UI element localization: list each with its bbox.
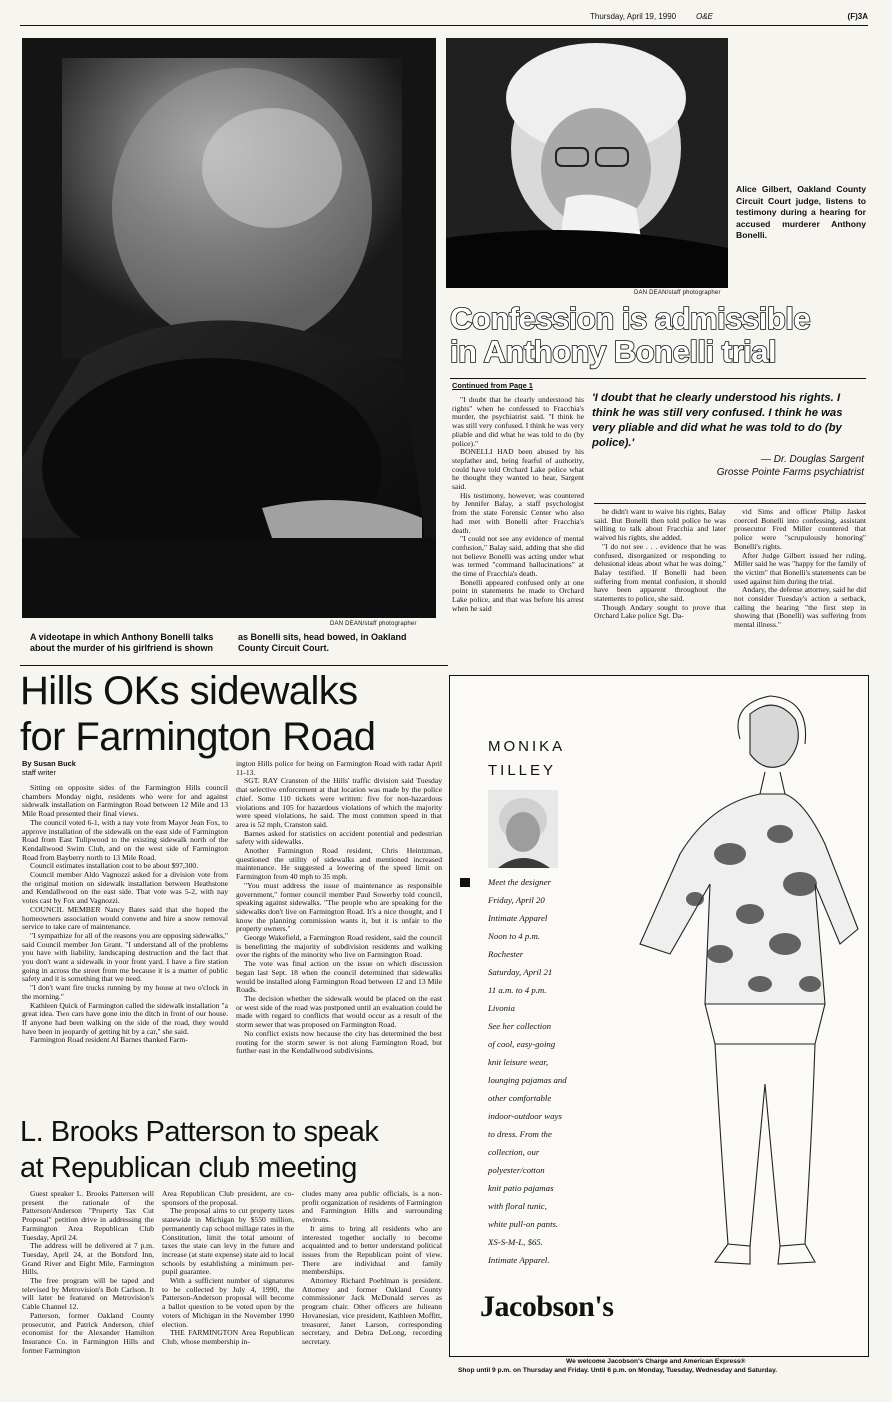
- sidewalks-p: Council estimates installation cost to be about $97,300.: [30, 861, 199, 871]
- patterson-p: Patterson, former Oakland County prosecutor, and Patrick Anderson, chief economist for the Alexander Hamilton Insurance Co. in Farmington Hills and former Farmington: [22, 1310, 154, 1355]
- bonelli-p: BONELLI HAD been abused by his stepfather and, being fearful of authority, could have told Orchard Lake police what he thought they wanted to hear, Sargent said.: [452, 447, 584, 492]
- sidewalks-p: Sitting on opposite sides of the Farmington Hills council chambers Monday night, residents who were for and against sidewalk installation on Farmington Road between 12 Mile and 13 Mile Road presented their final views.: [22, 783, 228, 819]
- patterson-headline-line1: L. Brooks Patterson to speak: [20, 1116, 379, 1148]
- fashion-illustration-image: [600, 684, 862, 1274]
- ad-line: to dress. From the: [488, 1129, 552, 1139]
- sidewalks-p: "I sympathize for all of the reasons you are opposing sidewalks," said Council member Jon Grant. "I understand all of the problems you have with liability, landscaping destruction and the fact that you don't want a sidewalk in your front yard. I have a fire station going in across the street from me because it is a matter of public safety and it is something that we need.: [22, 930, 228, 984]
- bonelli-p: Though Andary sought to prove that Orchard Lake police Sgt. Da-: [594, 602, 726, 621]
- ad-designer-first: MONIKA: [488, 738, 566, 755]
- sidewalks-p: Council member Aldo Vagnozzi asked for a division vote from the original motion on sidewalk installation between Heathstone and Kendallwood on the east side. That vote was 5-2, with nay votes cast by Fox and Vagnozzi.: [22, 870, 228, 906]
- videotape-caption-left: A videotape in which Anthony Bonelli talks about the murder of his girlfriend is shown: [30, 632, 214, 653]
- ad-line: Intimate Apparel.: [488, 1255, 550, 1265]
- ad-line: Friday, April 20: [488, 895, 545, 905]
- ad-line: Intimate Apparel: [488, 913, 548, 923]
- ad-line: knit patio pajamas: [488, 1183, 554, 1193]
- sidewalks-p: The council voted 6-1, with a nay vote from Mayor Jean Fox, to approve installation of the sidewalk on the east side of Farmington Road from East Tulipwood to the existing sidewalk north of the Kendallwood Swim Club, and on the west side of Farmington Road from Bayberry north to 13 Mile Road.: [22, 817, 228, 862]
- ad-footer-1: We welcome Jacobson's Charge and American Express®: [566, 1358, 746, 1365]
- patterson-headline-line2: at Republican club meeting: [20, 1152, 357, 1184]
- masthead-paper: O&E: [696, 12, 713, 21]
- sidewalks-col2: [236, 760, 442, 1056]
- sidewalks-p: Another Farmington Road resident, Chris Heintzman, questioned the utility of sidewalks and mentioned increased maintenance. He suggested a lowering of the speed limit on Farmington from 40 mph to 35 mph.: [236, 846, 442, 882]
- sidewalks-col1: [22, 784, 228, 1045]
- ad-line: XS-S-M-L, $65.: [488, 1237, 543, 1247]
- bonelli-col1: [452, 396, 584, 614]
- byline-role: staff writer: [22, 767, 56, 777]
- ad-line: collection, our: [488, 1147, 540, 1157]
- sidewalks-p: The vote was final action on the issue on which discussion began last Sept. 18 when the council determined that sidewalks would be installed along Farmington Road between 12 and 13 Mile Roads.: [236, 959, 442, 995]
- videotape-caption-right: as Bonelli sits, head bowed, in Oakland County Circuit Court.: [238, 632, 407, 653]
- sidewalks-p: George Wakefield, a Farmington Road resident, said the council is benefitting the majority of subdivision residents and walking over the rights of the minority who live on Farmington Road.: [236, 933, 442, 960]
- sidewalks-byline: [22, 760, 76, 777]
- ad-line: indoor-outdoor ways: [488, 1111, 562, 1121]
- bonelli-pull-quote: [592, 391, 864, 479]
- patterson-p: THE FARMINGTON Area Republican Club, whose membership in-: [162, 1328, 294, 1346]
- designer-portrait-image: [488, 790, 558, 868]
- masthead-date: Thursday, April 19, 1990: [590, 12, 677, 21]
- patterson-p: Guest speaker L. Brooks Patterson will present the rationale of the Patterson/Anderson "Property Tax Cut Proposal" petition drive in addressing the Farmington Area Republican Club Tuesday, April 24.: [22, 1189, 154, 1242]
- bonelli-p: he didn't want to waive his rights, Balay said. But Bonelli then told police he was willing to talk about Fracchia and later waived his rights, she added.: [594, 507, 726, 543]
- ad-line: Noon to 4 p.m.: [488, 931, 541, 941]
- bonelli-p: "I could not see any evidence of mental confusion," Balay said, adding that she did not believe Bonelli was acting under what was termed "command hallucinations" at the time of Fracchia's death.: [452, 534, 584, 579]
- jacobsons-logo: Jacobson's: [480, 1290, 614, 1323]
- sidewalks-headline-line1: Hills OKs sidewalks: [20, 669, 358, 713]
- bonelli-p: Andary, the defense attorney, said he did not consider Tuesday's action a setback, calling the hearing "the first step in showing that (Bonelli) was suffering from mental illness.": [734, 585, 866, 630]
- patterson-col2: [162, 1190, 294, 1347]
- ad-line: Saturday, April 21: [488, 967, 553, 977]
- byline-name: By Susan Buck: [22, 759, 76, 768]
- patterson-p: The address will be delivered at 7 p.m. Tuesday, April 24, at the Botsford Inn, Grand River and Eight Mile, Farmington Hills.: [22, 1241, 154, 1277]
- ad-line: 11 a.m. to 4 p.m.: [488, 985, 547, 995]
- ad-bullet-icon: [460, 878, 470, 887]
- fashion-illustration: [600, 684, 862, 1274]
- ad-line: other comfortable: [488, 1093, 552, 1103]
- sidewalks-p: No conflict exists now because the city has determined the best routing for the storm sewer is not along Farmington Road, but further east in the Kendallwood subdivisions.: [236, 1028, 442, 1056]
- sidewalks-p: "You must address the issue of maintenance as responsible government," former council member Paul Sowerby told council, speaking against sidewalks. "The people who are speaking for the sidewalks don't live on Farmington Road. It's a nice thought, and I know the planning commission wants it, but it is unfair to the property owners.": [236, 880, 442, 934]
- judge-photo-image: [446, 38, 728, 288]
- sidewalks-headline: [20, 668, 448, 760]
- ad-designer-last: TILLEY: [488, 762, 557, 779]
- bonelli-p: After Judge Gilbert issued her ruling, Miller said he was "happy for the family of the victim" that Bonelli's statements can be used against him during the trial.: [734, 550, 866, 586]
- bonelli-headline-line2: in Anthony Bonelli trial: [450, 334, 777, 369]
- masthead-rule: [20, 25, 868, 26]
- ad-line: with floral tunic,: [488, 1201, 547, 1211]
- videotape-photo-credit: DAN DEAN/staff photographer: [330, 621, 417, 627]
- ad-line: polyester/cotton: [488, 1165, 545, 1175]
- patterson-p: It aims to bring all residents who are interested together socially to become acquainted and to better understand political issues from the Republican point of view. There are individual and family memberships.: [302, 1223, 442, 1277]
- patterson-p: The free program will be taped and televised by Metrovision's Bob Carlson. It will later be featured on Metrovision's Cable Channel 12.: [22, 1276, 154, 1312]
- masthead-page: (F)3A: [847, 12, 868, 21]
- ad-line: knit leisure wear,: [488, 1057, 549, 1067]
- masthead: [20, 12, 868, 24]
- sidewalks-p: Barnes asked for statistics on accident potential and pedestrian safety with sidewalks.: [236, 828, 442, 847]
- bonelli-p: "I doubt that he clearly understood his rights" when he confessed to Fracchia's murder, the psychiatrist said. "I think he was still very confused. I think he was very pliable and did what he was told to do (by police).": [452, 395, 584, 448]
- ad-line: Rochester: [488, 949, 524, 959]
- patterson-p: The proposal aims to cut property taxes statewide in Michigan by $550 million, permanently cap school millage rates in the Constitution, limit the total amount of taxes the state can levy in the future and increase (at state expense) state aid to local schools by establishing a minimum per-pupil guarantee.: [162, 1206, 295, 1277]
- pull-quote-text: 'I doubt that he clearly understood his rights. I think he was still very confused. I think he was very pliable and did what he was told to do (by police).': [592, 392, 843, 449]
- bonelli-headline: [450, 302, 870, 368]
- sidewalks-p: SGT. RAY Cranston of the Hills' traffic division said Tuesday that selective enforcement at that location was made by the police chief. Some 110 tickets were written: five for non-hazardous violations and 105 for hazardous violations of which the majority were speed violations, he said. The most common speed in that area is 52 mph, Cranston said.: [236, 776, 442, 829]
- ad-footer-2: Shop until 9 p.m. on Thursday and Friday. Until 6 p.m. on Monday, Tuesday, Wednesday and Saturday.: [458, 1367, 778, 1374]
- patterson-col3: [302, 1190, 442, 1347]
- patterson-p: cludes many area public officials, is a non-profit organization of residents of Farmington and Farmington Hills and surrounding environs.: [302, 1189, 442, 1225]
- patterson-p: Area Republican Club president, are co-sponsors of the proposal.: [162, 1189, 294, 1207]
- ad-line: See her collection: [488, 1021, 552, 1031]
- bonelli-headline-line1: Confession is admissible: [450, 301, 811, 336]
- section-rule: [20, 665, 448, 666]
- patterson-p: With a sufficient number of signatures to be collected by July 4, 1990, the Patterson-Anderson proposal will become a ballot question to be voted upon by the voters of Michigan in the November 1990 election.: [162, 1276, 294, 1329]
- bonelli-p: Bonelli appeared confused only at one point in statements he made to Orchard Lake police, and that was before his arrest when he said: [452, 577, 584, 613]
- jacobsons-ad: [449, 675, 869, 1357]
- bonelli-p: "I do not see . . . evidence that he was confused, disorganized or responding to delusional ideas about what he was doing," Balay testified. If Bonelli had been suffering from mental confusion, it should have been apparent throughout the statements to police, she said.: [594, 541, 726, 604]
- ad-line: of cool, easy-going: [488, 1039, 556, 1049]
- judge-photo: [446, 38, 728, 288]
- sidewalks-p: The decision whether the sidewalk would be placed on the east or west side of the road was postponed until an evaluation could be made with regard to conflicts that would occur as a result of the storm sewer that was proposed on Farmington Road.: [236, 993, 442, 1030]
- sidewalks-p: "I don't want fire trucks running by my house at two o'clock in the morning.": [22, 983, 228, 1001]
- ad-line: Meet the designer: [488, 877, 552, 887]
- bonelli-rule: [450, 378, 866, 379]
- ad-line: lounging pajamas and: [488, 1075, 567, 1085]
- pull-quote-attrib2: Grosse Pointe Farms psychiatrist: [716, 467, 864, 478]
- ad-line: Livonia: [488, 1003, 515, 1013]
- bonelli-col2: [594, 508, 726, 621]
- pull-quote-rule: [594, 503, 866, 504]
- sidewalks-headline-line2: for Farmington Road: [20, 715, 376, 759]
- sidewalks-p: COUNCIL MEMBER Nancy Bates said that she hoped the homeowners association would convene and hire a snow removal service to take care of maintenance.: [22, 904, 228, 932]
- pull-quote-attrib1: — Dr. Douglas Sargent: [760, 454, 864, 465]
- judge-caption: Alice Gilbert, Oakland County Circuit Court judge, listens to testimony during a hearing for accused murderer Anthony Bonelli.: [736, 184, 866, 240]
- bonelli-p: vid Sims and officer Philip Jaskot coerced Bonelli into confessing, assistant prosecutor Fred Miller countered that police were "scrupulously honoring" Bonelli's rights.: [734, 507, 866, 551]
- designer-portrait: [488, 790, 558, 868]
- bonelli-col3: [734, 508, 866, 630]
- ad-line: white pull-on pants.: [488, 1219, 559, 1229]
- sidewalks-p: Farmington Road resident Al Barnes thanked Farm-: [30, 1035, 188, 1045]
- videotape-photo: [22, 38, 436, 618]
- patterson-headline: [20, 1114, 448, 1186]
- bonelli-jump: Continued from Page 1: [452, 381, 533, 390]
- patterson-col1: [22, 1190, 154, 1355]
- videotape-photo-image: [22, 38, 436, 618]
- sidewalks-p: Kathleen Quick of Farmington called the sidewalk installation "a great idea. Two cars have gone into the ditch in front of our house. If anyone had been walking on the side of the road, they would have been in jeopardy of getting hit by a car," she said.: [22, 1000, 228, 1036]
- sidewalks-p: ington Hills police for being on Farmington Road with radar April 11-13.: [236, 759, 442, 777]
- judge-photo-credit: DAN DEAN/staff photographer: [634, 290, 721, 296]
- patterson-p: Attorney Richard Poehlman is president. Attorney and former Oakland County commissioner Jack McDonald serves as program chair. Other officers are Julieann Hovanesian, vice president, Kathleen Moffitt, treasurer, Janet Larson, corresponding secretary, and Debra DeLong, recording secretary.: [302, 1276, 442, 1346]
- bonelli-p: His testimony, however, was countered by Jennifer Balay, a staff psychologist from the state Forensic Center who also had met with Bonelli after Fracchia's death.: [452, 490, 584, 535]
